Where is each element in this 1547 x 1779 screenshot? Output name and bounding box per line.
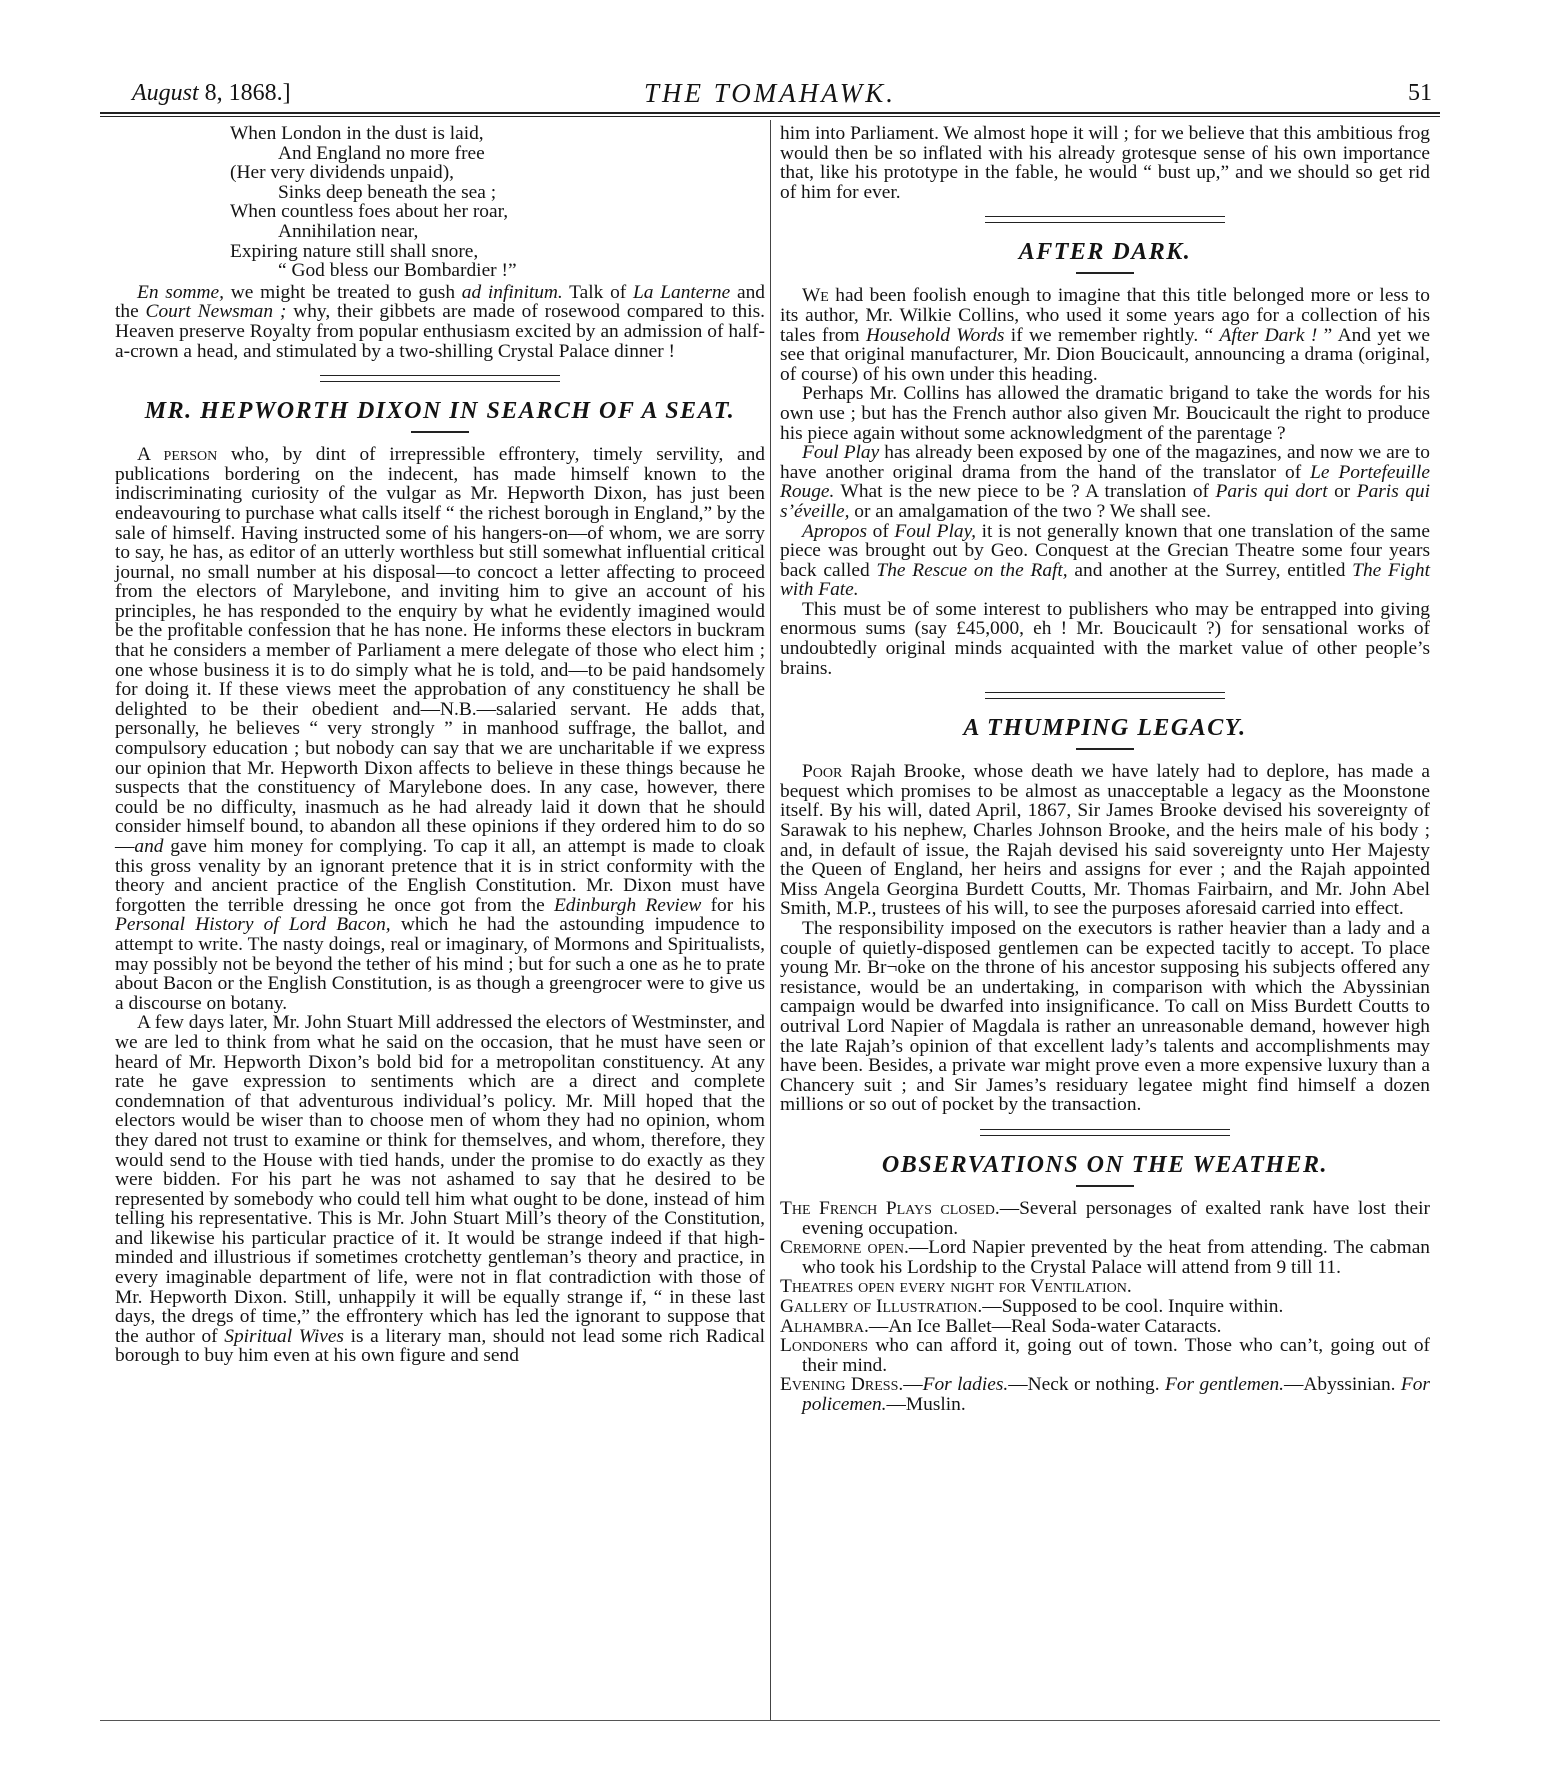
header-rule <box>100 112 1440 114</box>
text-run: Spiritual Wives <box>224 1325 344 1347</box>
paragraph-after-dark-5: This must be of some interest to publishers who may be entrapped into giving enormous sums (say £45,000, eh ! Mr. Boucicault ?) for sensational works of undoubtedly original minds acquainted with the market value of other people’s brains. <box>780 598 1430 679</box>
text-run: —Lord Napier prevented by the heat from attending. The cabman who took his Lordship to the Crystal Palace will attend from 9 till 11. <box>802 1237 1431 1278</box>
page-number: 51 <box>1408 80 1432 106</box>
text-run: Paris qui s’éveille, <box>780 481 1430 522</box>
text-run: has already been exposed by one of the magazines, and now we are to have another original drama from the hand of the translator of <box>780 442 1430 483</box>
text-run: Court Newsman ; <box>145 301 287 323</box>
text-run: Theatres open every night for Ventilation. <box>780 1276 1132 1298</box>
section-rule <box>985 692 1225 699</box>
text-run: Foul Play <box>802 442 880 464</box>
poem-line: “ God bless our Bombardier !” <box>278 260 517 282</box>
text-run: Household Words <box>865 324 1005 346</box>
text-run: —Several personages of exalted rank have lost their evening occupation. <box>802 1197 1430 1239</box>
paragraph-en-somme <box>115 283 765 361</box>
text-run: Foul Play, <box>894 520 976 542</box>
text-run: who, by dint of irrepressible effrontery, timely servility, and publications bordering on the indecent, has made himself known to the indiscriminating curiosity of the vulgar as Mr. Hepworth Dixon, has just been endeavouring to purchase what calls itself “ the richest borough in England,” by the sale of himself. Having instructed some of his hangers-on—of whom, we are sorry to say, he has, as editor of an utterly worthless but still somewhat influential critical journal, no small number at his disposal—to concoct a letter affecting to proceed from the electors of Marylebone, and inviting him to give an account of his principles, he has responded to the enquiry by what he evidently imagined would be the profitable confession that he has none. He informs these electors in buckram that he considers a member of Parliament a mere delegate of those who elect him ; one whose business it is to do simply what he is told, and—to be paid handsomely for doing it. If these views meet the approbation of any constituency he shall be delighted to be their obedient and—N.B.—salaried servant. He adds that, personally, he believes “ very strongly ” in manhood suffrage, the ballot, and compulsory education ; but nobody can say that we are uncharitable if we express our opinion that Mr. Hepworth Dixon affects to believe in these things because he suspects that the constituency of Marylebone does. In any case, however, there could be no difficulty, inasmuch as he had already laid it down that he should consider himself bound, to abandon all these opinions if they ordered him to do so— <box>115 444 765 857</box>
list-item <box>780 1199 1430 1238</box>
text-run: who can afford it, going out of town. Those who can’t, going out of their mind. <box>802 1335 1430 1376</box>
text-run: Talk of <box>562 281 633 303</box>
list-item <box>780 1238 1430 1277</box>
text-run: Rajah Brooke, whose death we have lately had to deplore, has made a bequest which promises to be almost as unacceptable a legacy as the Moonstone itself. By his will, dated April, 1867, Sir James Brooke devised his sovereignty of Sarawak to his nephew, Charles Johnson Brooke, and the heirs male of his body ; and, in default of issue, the Rajah devised his said sovereignty unto Her Majesty the Queen of England, her heirs and assigns for ever ; and the Rajah appointed Miss Angela Georgina Burdett Coutts, Mr. Thomas Fairbairn, and Mr. John Abel Smith, M.P., trustees of his will, to see the purposes aforesaid carried into effect. <box>780 761 1430 920</box>
paragraph-dixon-1 <box>115 445 765 1013</box>
text-run: Poor <box>802 761 843 783</box>
text-run: if we remember rightly. “ <box>1004 324 1220 346</box>
column-divider <box>770 120 771 1720</box>
text-run: had been foolish enough to imagine that this title belonged more or less to its author, Mr. Wilkie Collins, who used it some years ago for a collection of his tales from <box>780 285 1430 346</box>
text-run: After Dark ! <box>1219 324 1318 346</box>
poem-line: When London in the dust is laid, <box>230 123 484 144</box>
text-run: for his <box>701 894 766 916</box>
text-run: The Rescue on the Raft, <box>876 559 1068 581</box>
list-item <box>780 1297 1430 1317</box>
right-column <box>780 124 1430 1414</box>
text-run: We <box>802 285 829 307</box>
poem-line: Expiring nature still shall snore, <box>230 240 479 262</box>
text-run: The Fight with Fate. <box>780 559 1431 601</box>
heading-after-dark: AFTER DARK. <box>1018 239 1192 266</box>
heading-thumping-legacy: A THUMPING LEGACY. <box>963 715 1247 742</box>
text-run: —Muslin. <box>886 1393 966 1415</box>
poem-line: And England no more free <box>278 142 485 164</box>
masthead-title: THE TOMAHAWK. <box>643 78 896 108</box>
text-run: A few days later, Mr. John Stuart Mill addressed the electors of Westminster, and we are led to think from what he said on the occasion, that he must have seen or heard of Mr. Hepworth Dixon’s bold bid for a metropolitan constituency. At any rate he gave expression to sentiments which are a direct and complete condemnation of that adventurous individual’s policy. Mr. Mill hoped that the electors would be wiser than to choose men of whom they had no opinion, whom they dared not trust to examine or think for themselves, and whom, therefore, they would send to the House with tied hands, under the promise to do exactly as they were bidden. For his part he was not ashamed to say that he desired to be represented by somebody who could tell him what ought to be done, instead of him telling his representative. This is Mr. John Stuart Mill’s theory of the Constitution, and likewise his particular practice of it. It would be strange indeed if that high-minded and illustrious if sometimes crotchetty gentleman’s theory and practice, in every imaginable department of life, were not in flat contradiction with those of Mr. Hepworth Dixon. Still, unhappily it will be equally strange if, “ in these last days, the dregs of time,” the effrontery which has led the ignorant to suppose that the author of <box>115 1012 765 1347</box>
text-run: —Supposed to be cool. Inquire within. <box>982 1295 1284 1317</box>
text-run: which he had the astounding impudence to attempt to write. The nasty doings, real or imaginary, of Mormons and Spiritualists, may possibly not be beyond the tether of his mind ; but for such a one as he to prate about Bacon or the English Constitution, is as though a greengrocer were to give us a discourse on botany. <box>115 914 765 1014</box>
text-run: — <box>903 1374 923 1396</box>
paragraph-after-dark-3 <box>780 443 1430 521</box>
text-run: ad infinitum. <box>461 281 563 303</box>
newspaper-page <box>100 72 1440 1742</box>
heading-dixon: MR. HEPWORTH DIXON IN SEARCH OF A SEAT. <box>144 398 736 425</box>
list-item <box>780 1277 1430 1297</box>
heading-dash <box>1076 1185 1134 1187</box>
text-run: Cremorne open. <box>780 1237 909 1259</box>
text-run: we might be treated to gush <box>223 281 462 303</box>
text-run: Londoners <box>780 1335 869 1357</box>
heading-dash <box>411 431 469 433</box>
text-run: gave him money for complying. To cap it all, an attempt is made to cloak this gross venality by an ignorant pretence that it is in strict conformity with the theory and ancient practice of the English Constitution. Mr. Dixon must have forgotten the terrible dressing he once got from the <box>115 836 765 916</box>
text-run: —An Ice Ballet—Real Soda-water Cataracts. <box>868 1315 1222 1337</box>
poem-line: Annihilation near, <box>278 220 419 242</box>
header-rule-thin <box>100 116 1440 117</box>
weather-list <box>780 1199 1430 1415</box>
text-run: Gallery of Illustration. <box>780 1295 983 1317</box>
text-run: or an amalgamation of the two ? We shall see. <box>849 500 1211 522</box>
paragraph-after-dark-2: Perhaps Mr. Collins has allowed the dramatic brigand to take the words for his own use ; but has the French author also given Mr. Boucicault the right to produce his piece again without some acknowledgment of the parentage ? <box>780 383 1430 444</box>
paragraph-legacy-1 <box>780 762 1430 919</box>
text-run: or <box>1327 481 1357 503</box>
text-run: August <box>132 80 199 106</box>
text-run: Personal History of Lord Bacon, <box>115 914 391 936</box>
text-run: of <box>867 520 895 542</box>
text-run: Edinburgh Review <box>553 894 702 916</box>
heading-weather: OBSERVATIONS ON THE WEATHER. <box>881 1151 1329 1178</box>
poem <box>115 124 765 281</box>
section-rule <box>320 375 560 382</box>
paragraph-after-dark-4 <box>780 522 1430 600</box>
paragraph-after-dark-1 <box>780 286 1430 384</box>
left-column <box>115 124 765 1366</box>
section-rule <box>985 216 1225 223</box>
text-run: it is not generally known that one translation of the same piece was brought out by Geo. Conquest at the Grecian Theatre some four years back called <box>780 520 1430 581</box>
text-run: is a literary man, should not lead some rich Radical borough to buy him even at his own figure and send <box>115 1325 766 1367</box>
poem-line: Sinks deep beneath the sea ; <box>278 181 497 203</box>
text-run: Le Portefeuille Rouge. <box>780 461 1430 503</box>
list-item <box>780 1375 1430 1414</box>
text-run: —Neck or nothing. <box>1008 1374 1165 1396</box>
paragraph-continued: him into Parliament. We almost hope it will ; for we believe that this ambitious frog would then be so inflated with his already grotesque sense of his own importance that, like his prototype in the fable, he would “ bust up,” and we should so get rid of him for ever. <box>780 123 1430 203</box>
text-run: Evening Dress. <box>780 1374 904 1396</box>
text-run: —Abyssinian. <box>1284 1374 1401 1396</box>
text-run: 8, 1868.] <box>198 80 291 106</box>
heading-dash <box>1076 748 1134 750</box>
text-run: Apropos <box>802 520 867 542</box>
poem-line: (Her very dividends unpaid), <box>230 162 455 184</box>
text-run: La Lanterne <box>633 281 731 303</box>
text-run: What is the new piece to be ? A translation of <box>834 481 1216 503</box>
text-run: ” And yet we see that original manufacturer, Mr. Dion Boucicault, announcing a drama (original, of course) of his own under this heading. <box>780 324 1430 385</box>
paragraph-dixon-2 <box>115 1013 765 1366</box>
text-run: For ladies. <box>922 1374 1009 1396</box>
text-run: why, their gibbets are made of rosewood compared to this. Heaven preserve Royalty from popular enthusiasm excited by an admission of half-a-crown a head, and stimulated by a two-shilling Crystal Palace dinner ! <box>115 301 765 362</box>
section-rule <box>980 1129 1230 1136</box>
text-run: For policemen. <box>802 1374 1430 1415</box>
text-run: and the <box>115 281 765 323</box>
list-item <box>780 1336 1430 1375</box>
text-run: For gentlemen. <box>1164 1374 1284 1396</box>
text-run: The French Plays closed. <box>780 1197 1000 1219</box>
poem-line: When countless foes about her roar, <box>230 201 509 223</box>
text-run: Alhambra. <box>780 1315 869 1337</box>
heading-dash <box>1076 272 1134 274</box>
text-run: En somme, <box>137 281 224 303</box>
text-run: and <box>134 836 164 857</box>
text-run: Paris qui dort <box>1215 481 1328 503</box>
list-item <box>780 1317 1430 1337</box>
text-run: A person <box>137 444 218 466</box>
text-run: and another at the Surrey, entitled <box>1067 559 1353 581</box>
paragraph-legacy-2: The responsibility imposed on the executors is rather heavier than a lady and a couple of quietly-disposed gentlemen can be expected tacitly to accept. To place young Mr. Br¬oke on the throne of his ancestor supposing his subjects offered any resistance, would be an undertaking, in comparison with which the Abyssinian campaign would be dwarfed into insignificance. To call on Miss Burdett Coutts to outrival Lord Napier of Magdala is rather an unreasonable demand, however high the late Rajah’s opinion of that excellent lady’s talents and accomplishments may have been. Besides, a private war might prove even a more expensive luxury than a Chancery suit ; and Sir James’s residuary legatee might find himself a dozen millions or so out of pocket by the transaction. <box>780 918 1430 1116</box>
bottom-rule <box>100 1720 1440 1721</box>
